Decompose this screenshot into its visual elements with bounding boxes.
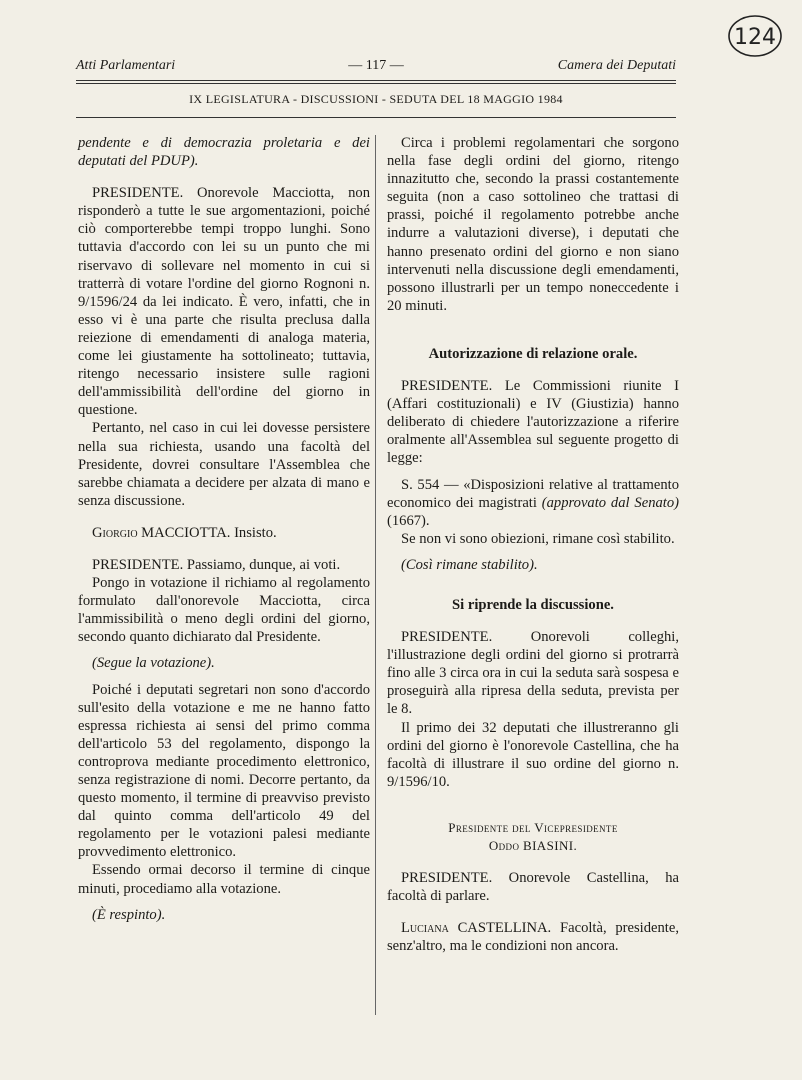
speech-text: Onorevole Macciotta, non risponderò a tutte le sue argomentazioni, poiché ciò comporterebbe tempi troppo lunghi. Sono tuttavia d'accordo con lei su un punto che mi riservavo di sollevare nel momento in cui si tratterrà di votare l'ordine del giorno Rognoni n. 9/1596/24 da lei indicato. È vero, infatti, che in esso vi è una parte che risulta preclusa dalla reiezione di emendamenti di analoga materia, come lei giustamente ha sottolineato; tuttavia, ritengo necessario insistere sulle ragioni dell'ammissibilità dell'ordine del giorno in questione.	[78, 185, 370, 419]
paragraph	[387, 919, 679, 955]
speech-text: Facoltà, presidente, senz'altro, ma le condizioni non ancora.	[387, 920, 679, 955]
speaker: PRESIDENTE.	[401, 629, 493, 646]
header-right: Camera dei Deputati	[557, 58, 676, 73]
speech-text: Insisto.	[230, 524, 277, 541]
speaker: PRESIDENTE.	[92, 556, 184, 573]
speech-text: Le Commissioni riunite I (Affari costituzionali) e IV (Giustizia) hanno deliberato di chiedere l'autorizzazione a riferire oralmente all'Assemblea sul seguente progetto di legge:	[387, 378, 679, 467]
header-left: Atti Parlamentari	[76, 58, 176, 73]
column-divider	[375, 135, 376, 1015]
speech-text: Onorevoli colleghi, l'illustrazione degli ordini del giorno si protrarrà fino alle 3 circa ora in cui la seduta sarà sospesa e proseguirà alla ripresa della seduta, prevista per le 8.	[387, 629, 679, 718]
paragraph: Essendo ormai decorso il termine di cinque minuti, procediamo alla votazione.	[78, 862, 370, 897]
header-rule	[76, 80, 676, 81]
page-header	[76, 58, 676, 78]
paragraph: Pertanto, nel caso in cui lei dovesse persistere nella sua richiesta, usando una facoltà del Presidente, dovrei consultare l'Assemblea che sarebbe chiamata a decidere per alzata di mano e senza discussione.	[78, 420, 370, 509]
paragraph	[387, 869, 679, 905]
session-line: IX LEGISLATURA - DISCUSSIONI - SEDUTA DEL 18 MAGGIO 1984	[189, 92, 563, 106]
speaker: Giorgio MACCIOTTA.	[92, 524, 231, 541]
paragraph: pendente e di democrazia proletaria e dei deputati del PDUP).	[78, 135, 370, 170]
paragraph	[387, 628, 679, 718]
speaker: PRESIDENTE.	[401, 378, 493, 395]
paragraph	[387, 476, 679, 530]
stage-direction: (È respinto).	[92, 906, 166, 923]
paragraph: Pongo in votazione il richiamo al regolamento formulato dall'onorevole Macciotta, circa l'ammissibilità o meno degli ordini del giorno, secondo quanto dichiarato dal Presidente.	[78, 575, 370, 646]
paragraph: Se non vi sono obiezioni, rimane così stabilito.	[401, 530, 675, 547]
header-rule	[76, 83, 676, 84]
stage-direction: (Segue la votazione).	[92, 655, 215, 672]
speaker: PRESIDENTE.	[92, 185, 184, 202]
page-number-stamp	[725, 12, 785, 64]
speaker: PRESIDENTE.	[401, 870, 493, 887]
paragraph: Circa i problemi regolamentari che sorgono nella fase degli ordini del giorno, ritengo innazitutto che, secondo la prassi costantemente seguita (non a caso sottolineo che trattasi di prassi, poiché il regolamento potrebbe anche indurre a valutazioni diverse), i deputati che hanno presenato ordini del giorno e non siano intervenuti nella discussione degli emendamenti, possono illustrarli per un tempo noneccedente i 20 minuti.	[387, 135, 679, 314]
subheader-rule	[76, 117, 676, 118]
speaker: Luciana CASTELLINA.	[401, 920, 552, 937]
paragraph	[78, 556, 370, 574]
stamp-number: 124	[734, 25, 776, 50]
left-column	[78, 134, 370, 924]
bill-note: (approvato dal Senato)	[541, 494, 679, 511]
speech-text: Passiamo, dunque, ai voti.	[183, 556, 341, 573]
paragraph	[78, 184, 370, 419]
paragraph	[78, 524, 370, 542]
page-number: — 117 —	[348, 58, 404, 73]
stage-direction: (Così rimane stabilito).	[401, 556, 538, 573]
presidency-name: Oddo BIASINI.	[488, 838, 578, 853]
speech-text: Onorevole Castellina, ha facoltà di parlare.	[387, 870, 679, 905]
section-title: Autorizzazione di relazione orale.	[428, 345, 638, 362]
section-title: Si riprende la discussione.	[452, 596, 614, 613]
bill-number: (1667).	[387, 512, 430, 529]
paragraph: Poiché i deputati segretari non sono d'accordo sull'esito della votazione e me ne hanno fatto espressa richiesta ai sensi del primo comma dell'articolo 53 del regolamento, dispongo la controprova mediante procedimento elettronico, senza registrazione di nomi. Decorre pertanto, da questo momento, il termine di preavviso previsto dal quinto comma dell'articolo 49 del regolamento per le votazioni palesi mediante provvedimento elettronico.	[78, 681, 370, 861]
paragraph	[387, 377, 679, 467]
paragraph: Il primo dei 32 deputati che illustreranno gli ordini del giorno è l'onorevole Castellina, che ha facoltà di illustrare il suo ordine del giorno n. 9/1596/10.	[387, 719, 679, 790]
bill-text: S. 554 — «Disposizioni relative al trattamento economico dei magistrati	[387, 476, 679, 511]
presidency-line: Presidente del Vicepresidente	[448, 819, 618, 835]
right-column	[387, 134, 679, 955]
